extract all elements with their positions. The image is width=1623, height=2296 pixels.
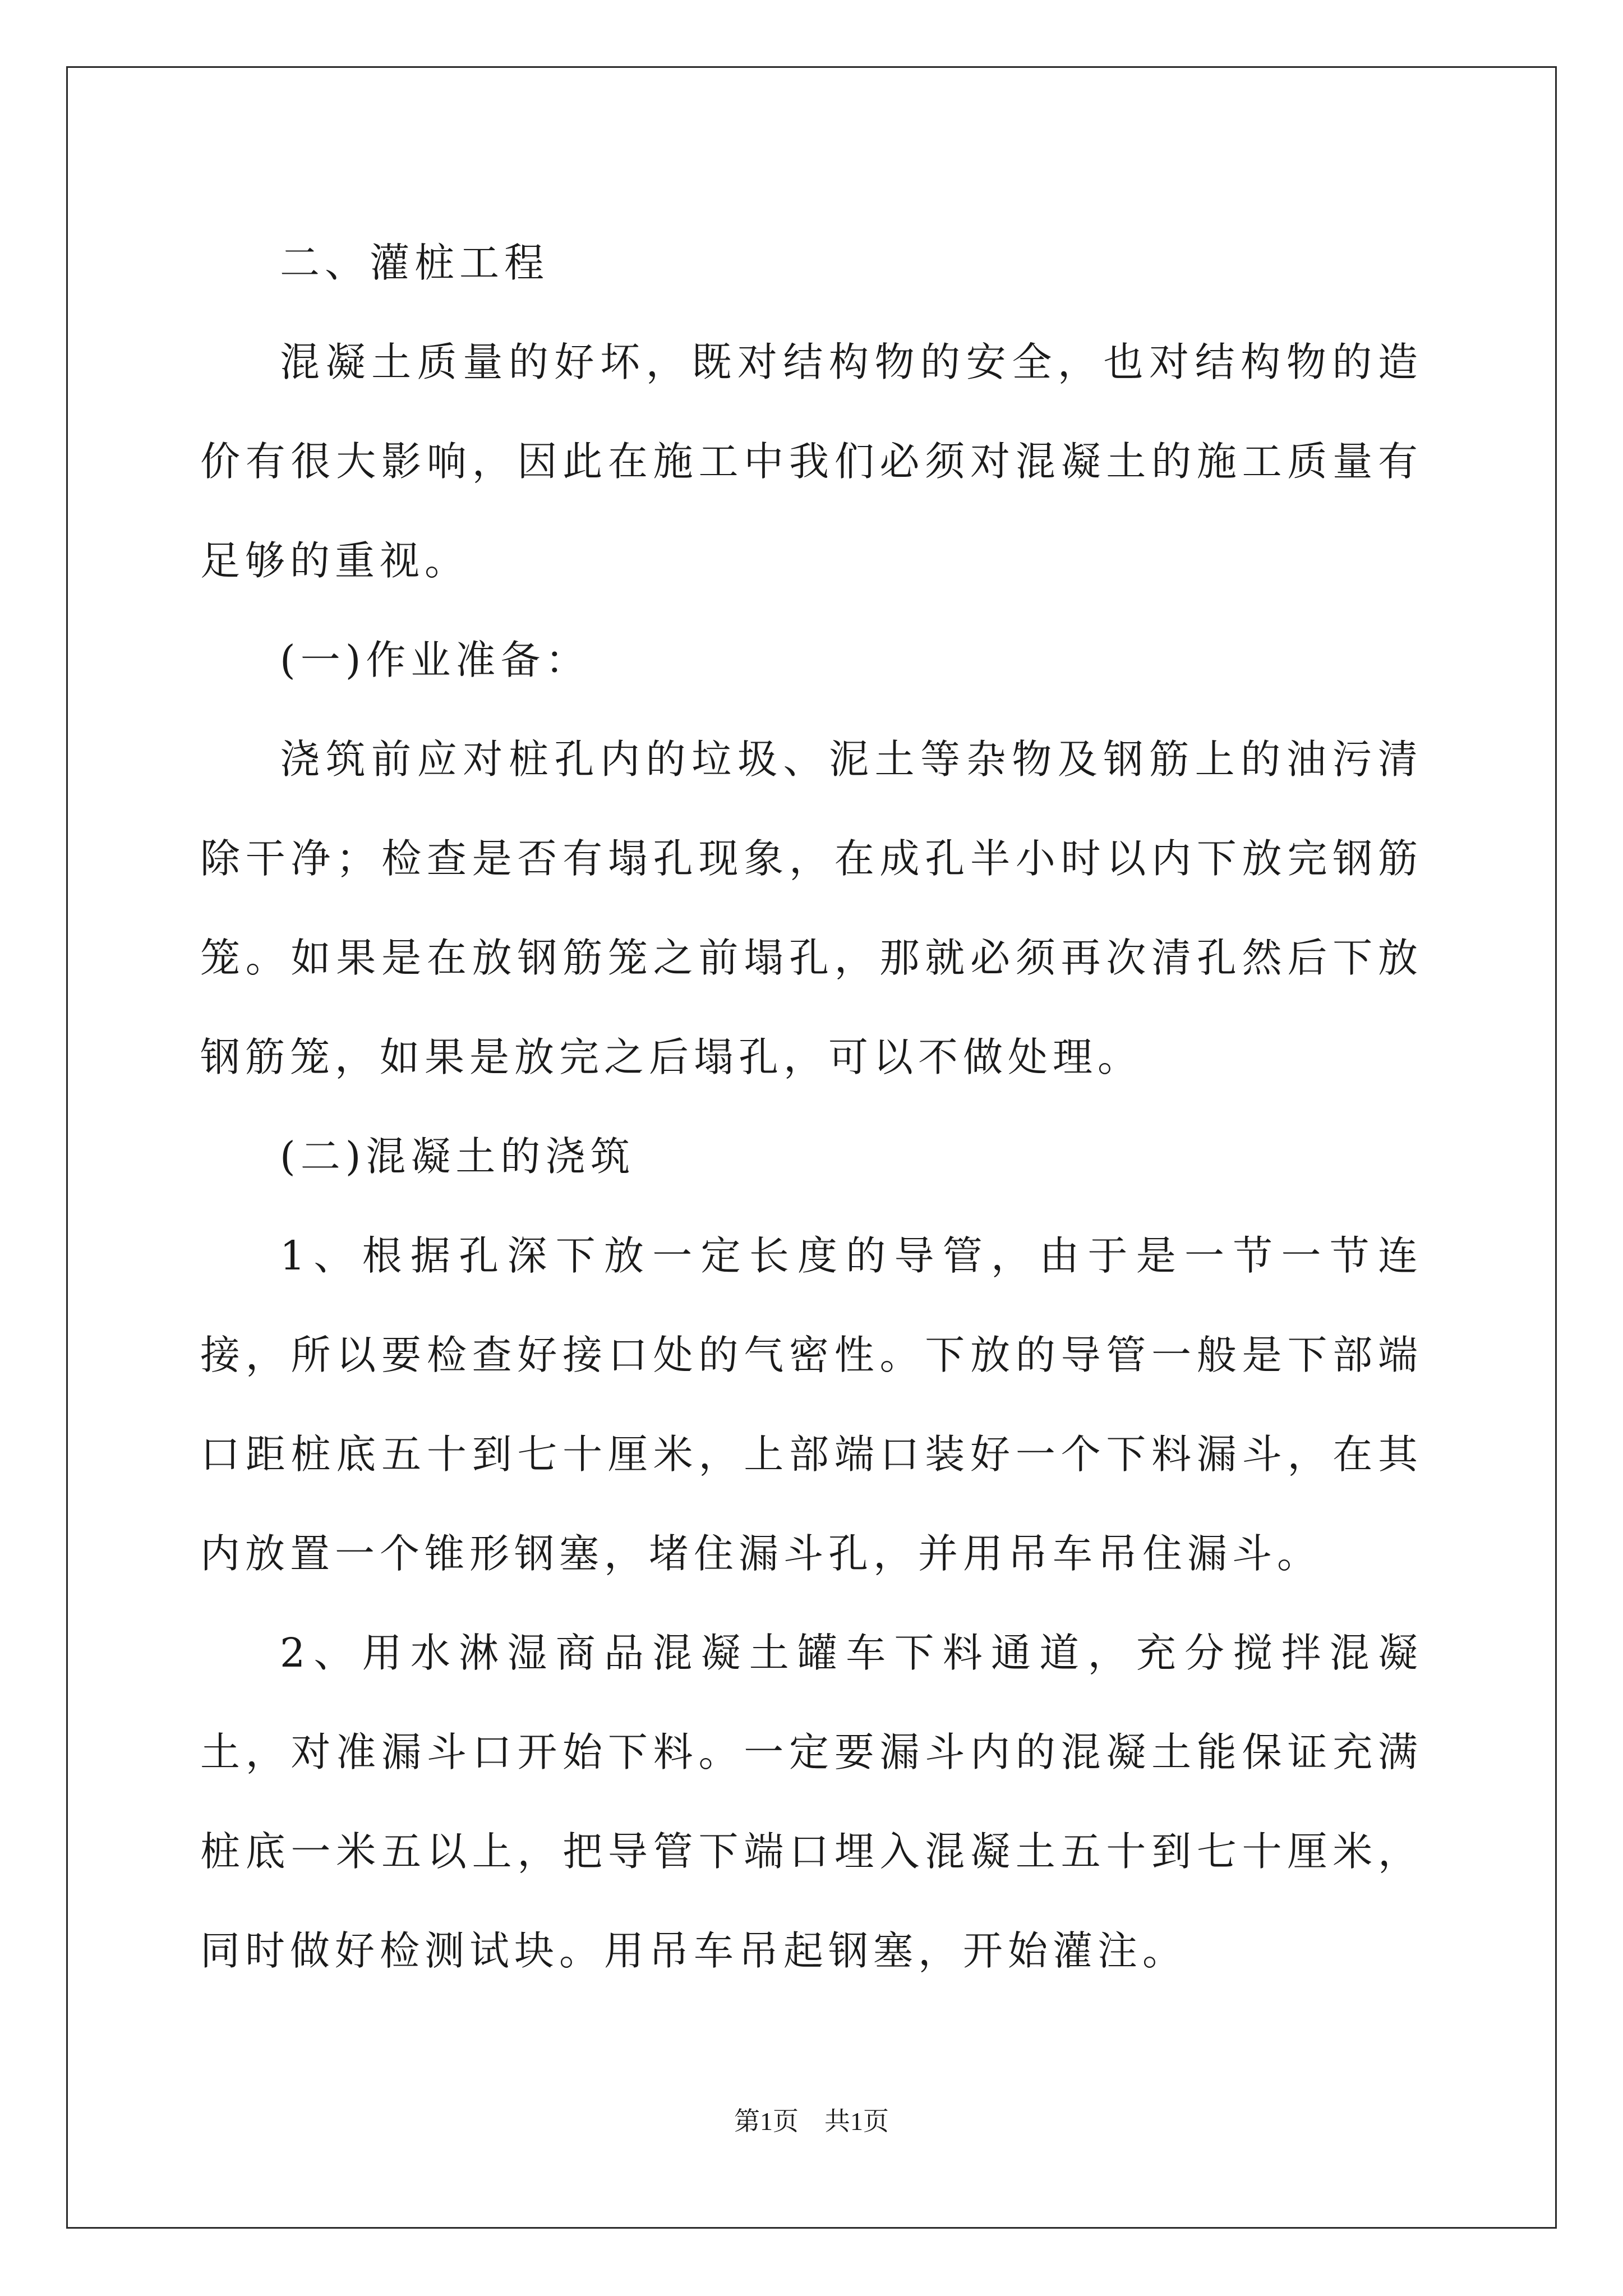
paragraph: 浇筑前应对桩孔内的垃圾、泥土等杂物及钢筋上的油污清除干净；检查是否有塌孔现象，在成孔半小时以内下放完钢筋笼。如果是在放钢筋笼之前塌孔，那就必须再次清孔然后下放钢筋笼，如果是放完之后塌孔，可以不做处理。 [200,736,1423,1080]
paragraph: 2、用水淋湿商品混凝土罐车下料通道，充分搅拌混凝土，对准漏斗口开始下料。一定要漏斗内的混凝土能保证充满桩底一米五以上，把导管下端口埋入混凝土五十到七十厘米，同时做好检测试块。用吊车吊起钢塞，开始灌注。 [200,1630,1423,1974]
page-number-footer: 第1页 共1页 [734,2107,889,2136]
subsection-heading: (二)混凝土的浇筑 [280,1133,635,1180]
section-heading: 二、灌桩工程 [280,240,550,286]
subsection-heading: (一)作业准备： [280,637,591,683]
paragraph: 1、根据孔深下放一定长度的导管，由于是一节一节连接，所以要检查好接口处的气密性。下放的导管一般是下部端口距桩底五十到七十厘米，上部端口装好一个下料漏斗，在其内放置一个锥形钢塞，堵住漏斗孔，并用吊车吊住漏斗。 [200,1232,1423,1577]
document-body [200,213,1423,2000]
paragraph: 混凝土质量的好坏，既对结构物的安全，也对结构物的造价有很大影响，因此在施工中我们必须对混凝土的施工质量有足够的重视。 [200,339,1423,584]
